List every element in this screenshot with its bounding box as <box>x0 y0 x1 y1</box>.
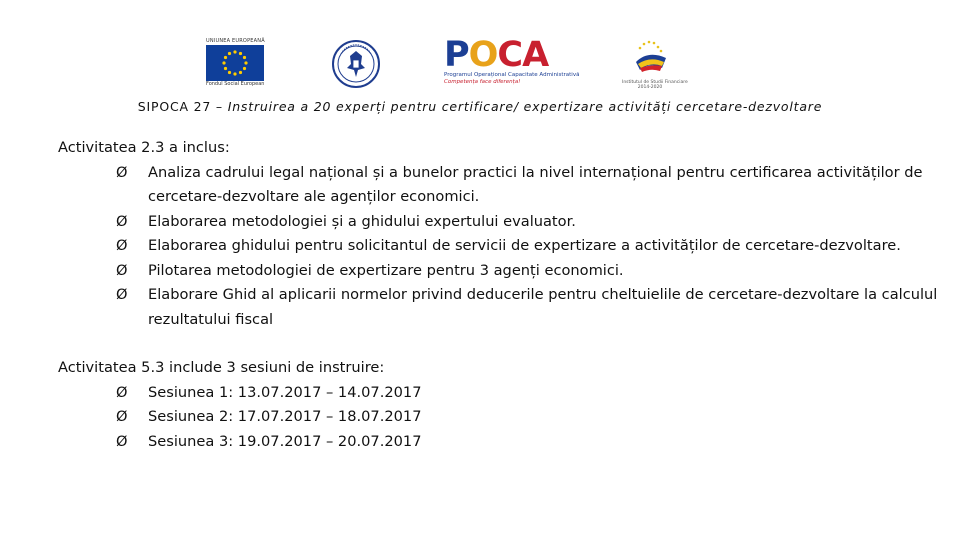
activity-5-3-list <box>58 381 938 455</box>
list-item-text: Sesiunea 3: 19.07.2017 – 20.07.2017 <box>148 432 422 450</box>
slide-content <box>58 136 938 454</box>
arrow-bullet-icon: Ø <box>116 408 128 425</box>
project-title: Instruirea a 20 experți pentru certificare/ expertizare activități cercetare-dezvoltare <box>227 99 823 114</box>
project-code: SIPOCA 27 – <box>137 99 228 114</box>
institute-text: Institutul de Studii Financiare <box>622 80 688 85</box>
arrow-bullet-icon: Ø <box>116 432 128 450</box>
poca-tagline: Competența face diferența! <box>444 79 521 85</box>
eu-top-text: UNIUNEA EUROPEANĂ <box>206 38 265 44</box>
arrow-bullet-icon: Ø <box>116 286 128 303</box>
list-item-text: Elaborarea metodologiei și a ghidului expertului evaluator. <box>148 212 576 230</box>
arrow-bullet-icon: Ø <box>116 212 128 230</box>
list-item-text: Elaborarea ghidului pentru solicitantul de servicii de expertizare a activităților de cercetare-dezvoltare. <box>148 237 901 254</box>
list-item <box>116 210 938 235</box>
eu-flag-icon <box>206 45 264 81</box>
list-item-text: Elaborare Ghid al aplicarii normelor privind deducerile pentru cheltuielile de cercetare-dezvoltare la calculul rezultatului fiscal <box>148 286 938 328</box>
list-item-text: Analiza cadrului legal național și a bunelor practici la nivel internațional pentru certificarea activităților de cercetare-dezvoltare ale agenților economici. <box>148 163 923 205</box>
arrow-bullet-icon: Ø <box>116 163 128 181</box>
list-item-text: Sesiunea 2: 17.07.2017 – 18.07.2017 <box>148 408 422 425</box>
list-item-text: Sesiunea 1: 13.07.2017 – 14.07.2017 <box>148 383 422 401</box>
list-item <box>116 283 938 332</box>
poca-wordmark <box>444 35 564 75</box>
list-item <box>116 381 938 406</box>
list-item <box>116 234 938 259</box>
poca-letter-p: P <box>444 35 469 75</box>
eu-logo <box>206 38 264 88</box>
arrow-bullet-icon: Ø <box>116 261 128 279</box>
list-item-text: Pilotarea metodologiei de expertizare pentru 3 agenți economici. <box>148 261 624 279</box>
list-item <box>116 259 938 284</box>
activity-5-3-title: Activitatea 5.3 include 3 sesiuni de instruire: <box>58 359 385 376</box>
arrow-bullet-icon: Ø <box>116 237 128 254</box>
list-item <box>116 161 938 210</box>
activity-2-3-list <box>58 161 938 333</box>
arrow-bullet-icon: Ø <box>116 383 128 401</box>
project-header <box>0 99 960 114</box>
institute-logo <box>622 38 688 90</box>
eu-bottom-text: Fondul Social European <box>206 81 265 87</box>
section-spacer <box>58 332 938 356</box>
poca-letters-ca: CA <box>497 35 549 75</box>
poca-subtitle: Programul Operațional Capacitate Administrativă <box>444 72 580 78</box>
institute-emblem-icon <box>622 38 678 76</box>
government-emblem-icon <box>332 40 380 88</box>
poca-letter-o: O <box>468 35 498 75</box>
activity-2-3-title: Activitatea 2.3 a inclus: <box>58 139 230 156</box>
list-item <box>116 405 938 430</box>
institute-years: 2014-2020 <box>637 85 663 90</box>
list-item <box>116 430 938 455</box>
poca-logo <box>444 35 580 92</box>
